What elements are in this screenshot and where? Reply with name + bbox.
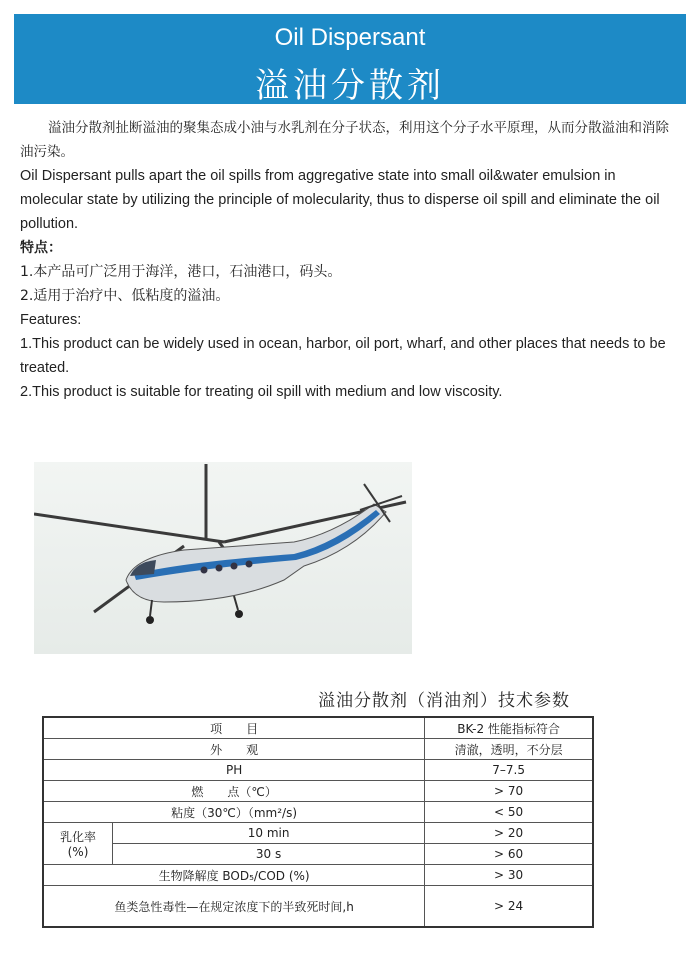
- emulsion-label-cell: [43, 823, 113, 865]
- table-row: [43, 865, 593, 886]
- row-value-cell: > 24: [425, 886, 593, 928]
- feature-item-chinese-1: 1.本产品可广泛用于海洋，港口，石油港口，码头。: [20, 264, 342, 280]
- row-item-cell: 生物降解度 BOD₅/COD (%): [43, 865, 425, 886]
- table-row: [43, 802, 593, 823]
- emulsion-label: 乳化率: [59, 830, 96, 844]
- feature-item-english-2: 2.This product is suitable for treating oil spill with medium and low viscosity.: [20, 384, 503, 400]
- table-row: [43, 781, 593, 802]
- row-item-cell: 30 s: [113, 844, 425, 865]
- table-header-row: [43, 717, 593, 739]
- feature-item-chinese-2: 2.适用于治疗中、低粘度的溢油。: [20, 288, 230, 304]
- row-item-cell: PH: [43, 760, 425, 781]
- table-row: [43, 760, 593, 781]
- row-value-cell: > 30: [425, 865, 593, 886]
- table-row: [43, 844, 593, 865]
- row-value-cell: > 70: [425, 781, 593, 802]
- intro-chinese: 溢油分散剂扯断溢油的聚集态成小油与水乳剂在分子状态，利用这个分子水平原理，从而分散溢油和消除油污染。: [20, 120, 669, 160]
- title-chinese: 溢油分散剂: [255, 66, 445, 106]
- description-section: [20, 116, 682, 404]
- table-title: 溢油分散剂（消油剂）技术参数: [318, 691, 570, 711]
- emulsion-unit: (%): [67, 845, 89, 859]
- spec-table: [42, 716, 594, 928]
- row-item-cell: 鱼类急性毒性—在规定浓度下的半致死时间,h: [43, 886, 425, 928]
- helicopter-photo: [34, 462, 412, 654]
- row-value-cell: 7–7.5: [425, 760, 593, 781]
- row-value-cell: < 50: [425, 802, 593, 823]
- header-value-cell: BK-2 性能指标符合: [425, 717, 593, 739]
- row-item-cell: 10 min: [113, 823, 425, 844]
- feature-item-english-1: 1.This product can be widely used in ocean, harbor, oil port, wharf, and other places that needs to be treated.: [20, 336, 666, 376]
- row-value-cell: > 60: [425, 844, 593, 865]
- row-item-cell: 燃 点（℃）: [43, 781, 425, 802]
- title-english: Oil Dispersant: [274, 24, 426, 51]
- intro-english: Oil Dispersant pulls apart the oil spills from aggregative state into small oil&water emulsion in molecular state by utilizing the principle of molecularity, thus to disperse oil spill and eliminate the oil pollution.: [20, 168, 660, 232]
- row-item-cell: 粘度（30℃）（mm²/s): [43, 802, 425, 823]
- row-item-cell: 外 观: [43, 739, 425, 760]
- table-row: [43, 739, 593, 760]
- helicopter-illustration: [34, 462, 412, 654]
- table-row: [43, 823, 593, 844]
- header-item-cell: 项 目: [43, 717, 425, 739]
- row-value-cell: 清澈，透明，不分层: [425, 739, 593, 760]
- row-value-cell: > 20: [425, 823, 593, 844]
- features-heading-chinese: 特点：: [20, 240, 62, 256]
- title-banner: [14, 14, 686, 104]
- features-heading-english: Features:: [20, 312, 82, 328]
- table-row: [43, 886, 593, 928]
